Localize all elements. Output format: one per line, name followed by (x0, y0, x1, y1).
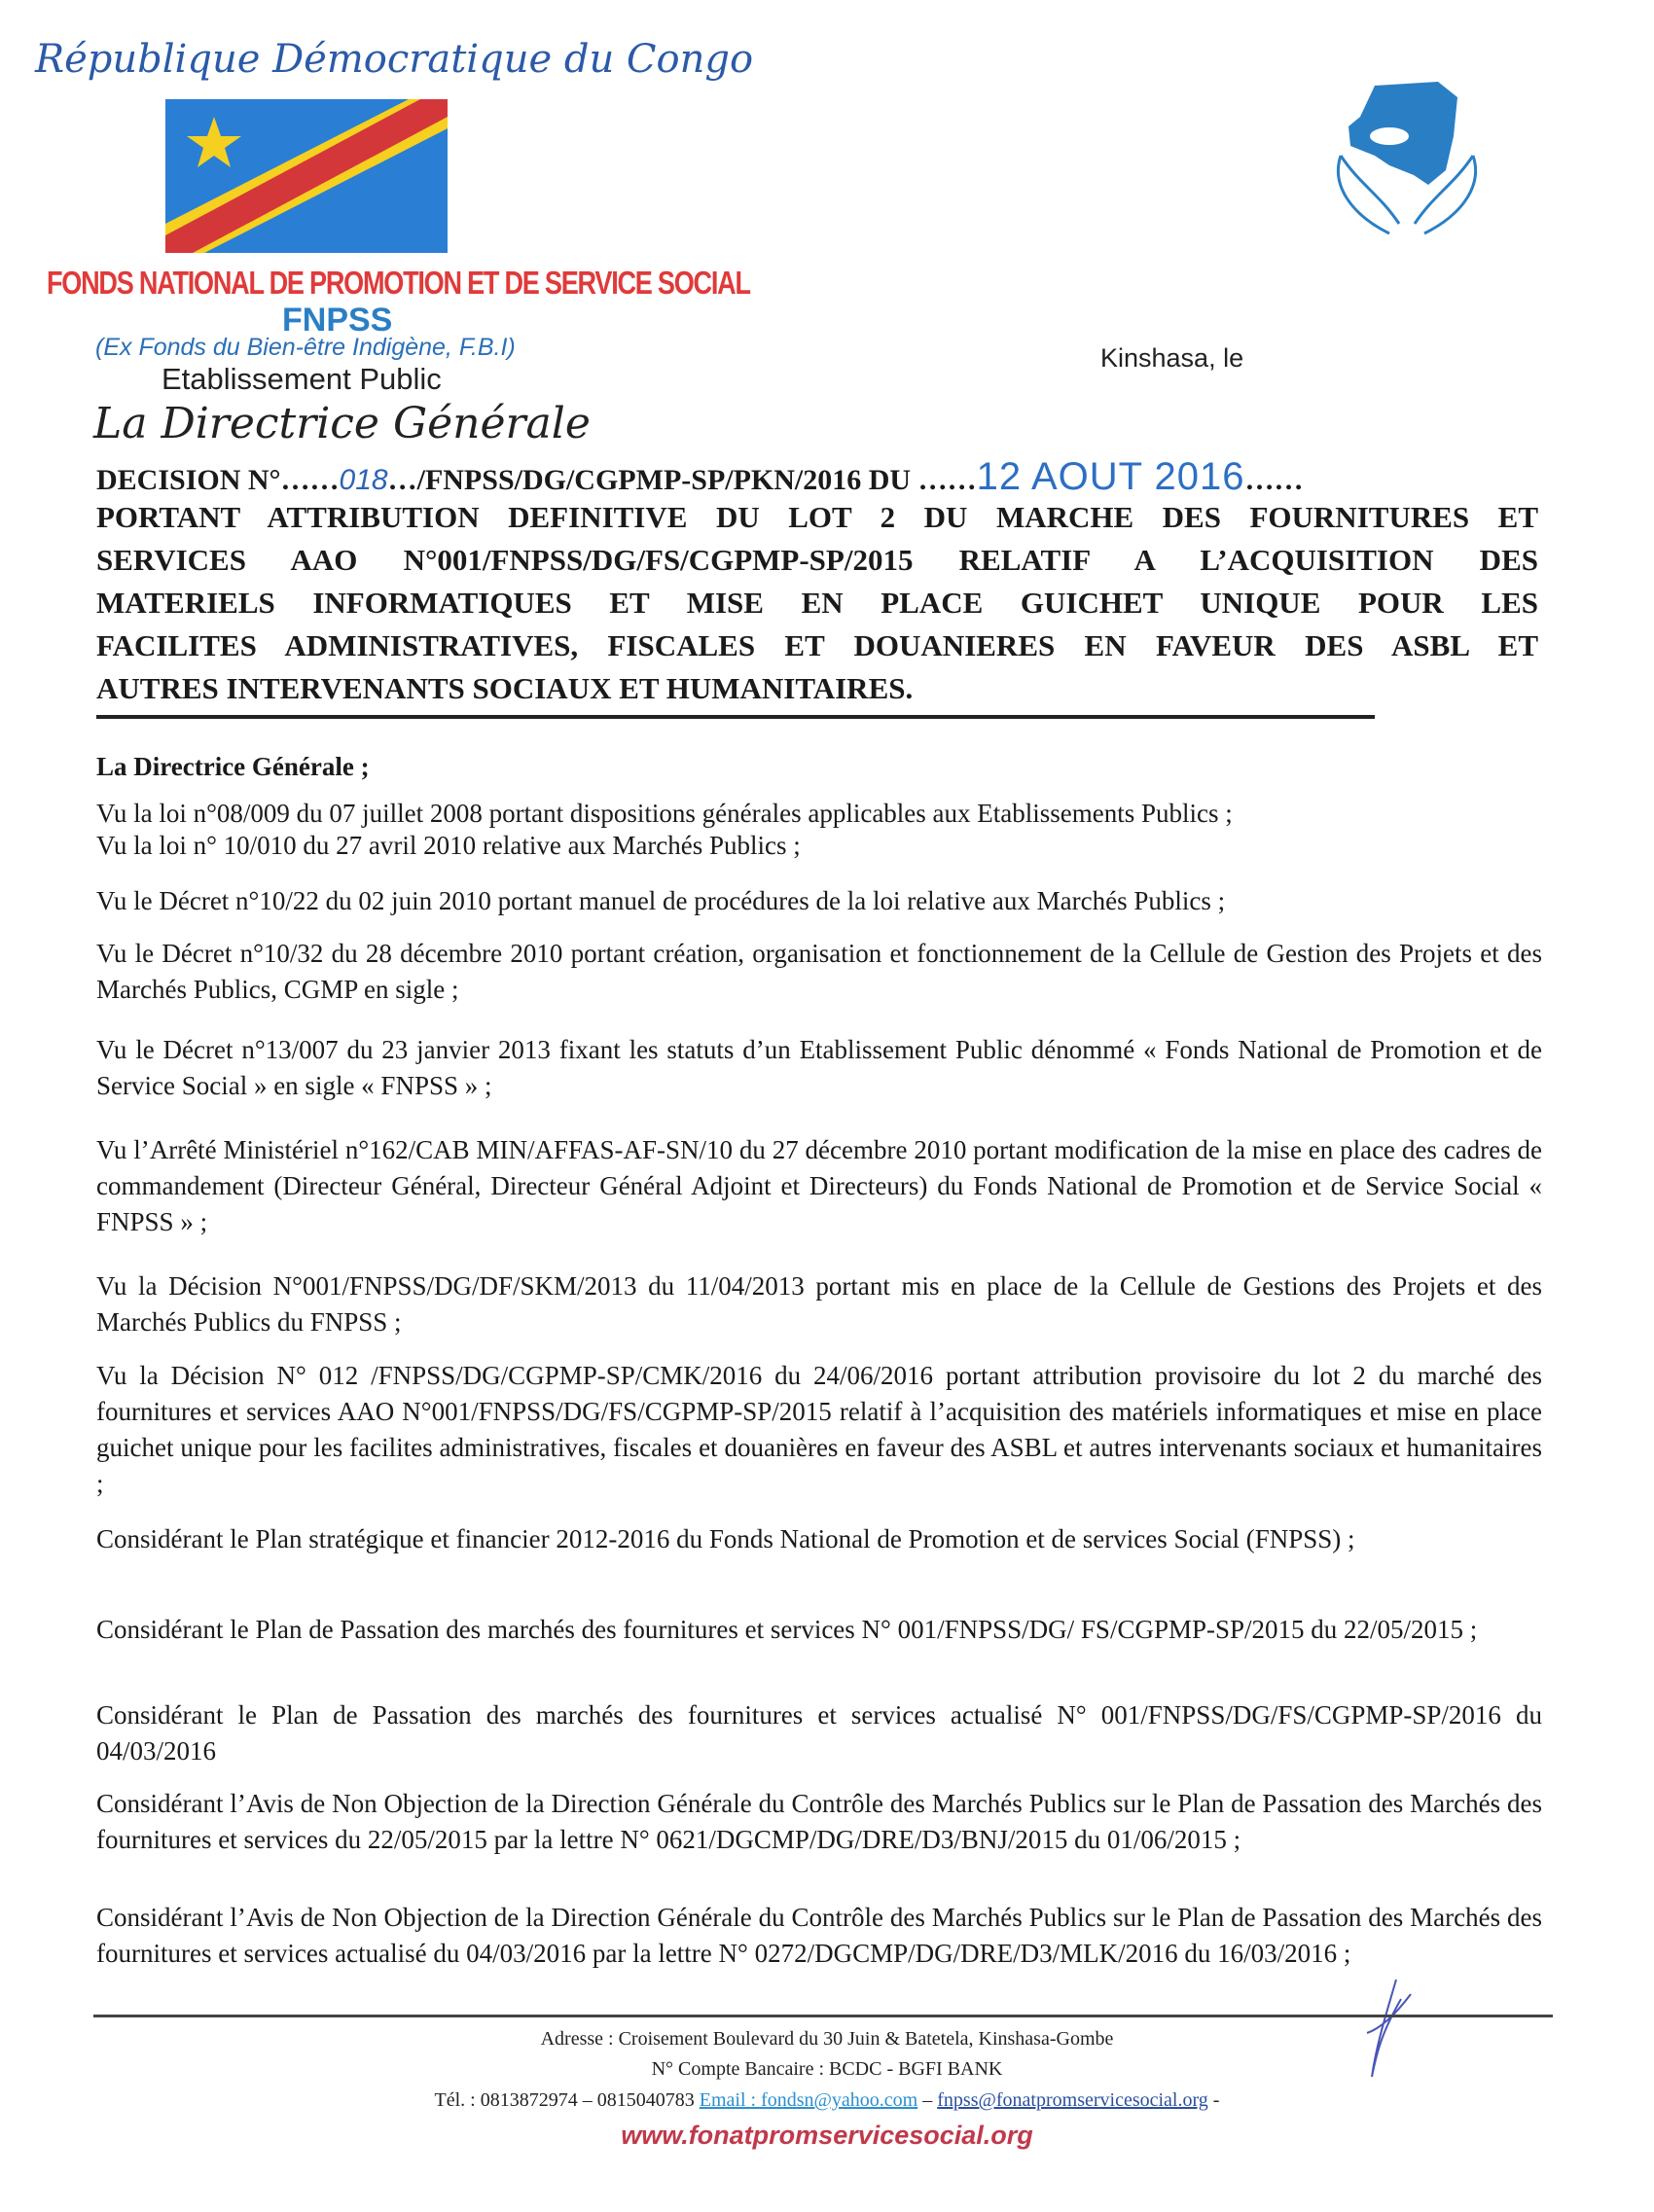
decision-prefix: DECISION N° (96, 464, 281, 496)
country-name: République Démocratique du Congo (35, 37, 754, 82)
email-link[interactable]: Email : fondsn@yahoo.com (699, 2089, 918, 2111)
footer-address: Adresse : Croisement Boulevard du 30 Juin & Batetela, Kinshasa-Gombe (540, 2028, 1114, 2050)
paragraph: Vu le Décret n°13/007 du 23 janvier 2013 fixant les statuts d’un Etablissement Public dénommé « Fonds National de Promotion et de Service Social » en sigle « FNPSS » ; (96, 1035, 1542, 1100)
paragraph: Considérant l’Avis de Non Objection de la Direction Générale du Contrôle des Marchés Publics sur le Plan de Passation des Marchés des fournitures et services du 22/05/2015 par la lettre N° 0621/DGCMP/DG/DRE/D3/BNJ/2015 du 01/06/2015 ; (96, 1789, 1542, 1854)
body-lead: La Directrice Générale ; (96, 752, 370, 781)
decision-number: 018 (339, 464, 388, 496)
paragraph: Vu le Décret n°10/32 du 28 décembre 2010 portant création, organisation et fonctionnement de la Cellule de Gestion des Projets et des Marchés Publics, CGMP en sigle ; (96, 939, 1542, 1004)
email-link-2[interactable]: fnpss@fonatpromservicesocial.org (937, 2089, 1208, 2111)
paragraph: Considérant le Plan de Passation des marchés des fournitures et services actualisé N° 001/FNPSS/DG/FS/CGPMP-SP/2016 du 04/03/2016 (96, 1700, 1542, 1766)
former-name: (Ex Fonds du Bien-être Indigène, F.B.I) (95, 334, 516, 361)
title-divider (96, 715, 1375, 719)
footer-phone: Tél. : 0813872974 – 0815040783 (434, 2089, 695, 2111)
paragraph: Considérant le Plan de Passation des marchés des fournitures et services N° 001/FNPSS/DG/ FS/CGPMP-SP/2015 du 22/05/2015 ; (96, 1615, 1478, 1644)
paragraph: Considérant le Plan stratégique et financier 2012-2016 du Fonds National de Promotion et de services Social (FNPSS) ; (96, 1524, 1355, 1553)
fnpss-logo-icon (1321, 78, 1492, 238)
place-date-label: Kinshasa, le (1100, 343, 1244, 373)
paragraph: Vu le Décret n°10/22 du 02 juin 2010 portant manuel de procédures de la loi relative aux Marchés Publics ; (96, 886, 1226, 915)
title-line: MATERIELS INFORMATIQUES ET MISE EN PLACE GUICHET UNIQUE POUR LES (96, 586, 1538, 620)
decision-reference: /FNPSS/DG/CGPMP-SP/PKN/2016 DU (416, 464, 912, 496)
paragraph: Considérant l’Avis de Non Objection de la Direction Générale du Contrôle des Marchés Publics sur le Plan de Passation des Marchés des fournitures et services actualisé du 04/03/2016 par la lettre N° 0272/DGCMP/DG/DRE/D3/MLK/2016 du 16/03/2016 ; (96, 1903, 1542, 1968)
title-line: SERVICES AAO N°001/FNPSS/DG/FS/CGPMP-SP/2015 RELATIF A L’ACQUISITION DES (96, 543, 1538, 577)
website-link[interactable]: www.fonatpromservicesocial.org (621, 2121, 1033, 2150)
paragraph: Vu la loi n° 10/010 du 27 avril 2010 relative aux Marchés Publics ; (96, 831, 801, 860)
decision-number-line: DECISION N°……018…/FNPSS/DG/CGPMP-SP/PKN/2016 DU ……12 AOUT 2016…… (96, 455, 1304, 498)
date-stamp: 12 AOUT 2016 (976, 455, 1245, 498)
title-line: AUTRES INTERVENANTS SOCIAUX ET HUMANITAIRES. (96, 671, 914, 705)
org-name: FONDS NATIONAL DE PROMOTION ET DE SERVICE SOCIAL (47, 265, 750, 301)
paragraph: Vu la Décision N°001/FNPSS/DG/DF/SKM/2013 du 11/04/2013 portant mis en place de la Cellule de Gestions des Projets et des Marchés Publics du FNPSS ; (96, 1271, 1542, 1337)
paragraph: Vu la loi n°08/009 du 07 juillet 2008 portant dispositions générales applicables aux Etablissements Publics ; (96, 799, 1233, 828)
org-status: Etablissement Public (162, 362, 442, 396)
paragraph: Vu la Décision N° 012 /FNPSS/DG/CGPMP-SP/CMK/2016 du 24/06/2016 portant attribution provisoire du lot 2 du marché des fournitures et services AAO N°001/FNPSS/DG/FS/CGPMP-SP/2015 relatif à l’acquisition des matériels informatiques et mise en place guichet unique pour les facilites administratives, fiscales et douanières en faveur des ASBL et autres intervenants sociaux et humanitaires ; (96, 1361, 1542, 1498)
decision-title (96, 496, 1538, 710)
drc-flag-icon (165, 99, 448, 253)
footer-contact: Tél. : 0813872974 – 0815040783 Email : fondsn@yahoo.com – fnpss@fonatpromservicesocial.org - (434, 2089, 1220, 2111)
title-line: FACILITES ADMINISTRATIVES, FISCALES ET DOUANIERES EN FAVEUR DES ASBL ET (96, 628, 1538, 662)
org-acronym: FNPSS (282, 302, 393, 339)
paragraph: Vu l’Arrêté Ministériel n°162/CAB MIN/AFFAS-AF-SN/10 du 27 décembre 2010 portant modification de la mise en place des cadres de commandement (Directeur Général, Directeur Général Adjoint et Directeurs) du Fonds National de Promotion et de Service Social « FNPSS » ; (96, 1135, 1542, 1236)
footer-bank: N° Compte Bancaire : BCDC - BGFI BANK (651, 2058, 1003, 2080)
title-line: PORTANT ATTRIBUTION DEFINITIVE DU LOT 2 DU MARCHE DES FOURNITURES ET (96, 500, 1538, 534)
signatory-title: La Directrice Générale (93, 399, 591, 448)
footer-divider (93, 2015, 1553, 2017)
